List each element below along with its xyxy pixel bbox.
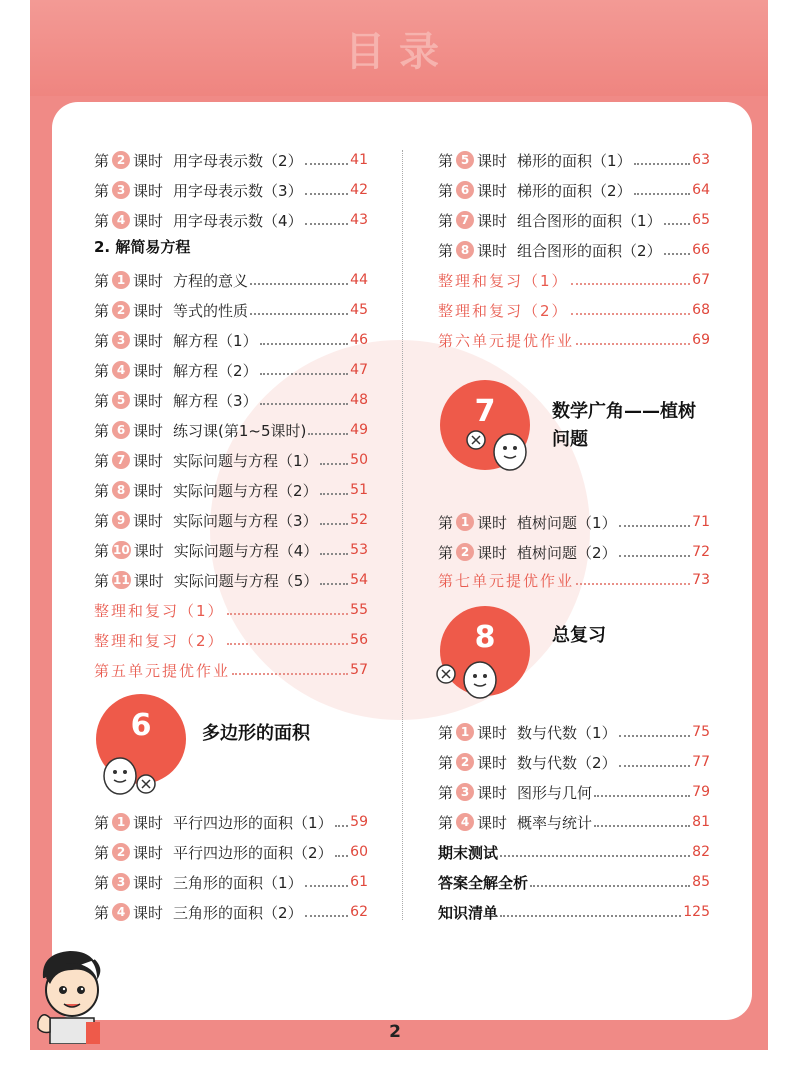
lesson-number-badge: 9 <box>112 511 130 529</box>
lesson-number-badge: 8 <box>456 241 474 259</box>
toc-page: 43 <box>350 212 368 228</box>
toc-entry[interactable]: 第 1 课时 植树问题（1） 71 <box>438 513 710 532</box>
toc-title: 第六单元提优作业 <box>438 331 575 350</box>
toc-title: 第七单元提优作业 <box>438 571 575 590</box>
toc-review-entry[interactable] <box>438 298 710 322</box>
toc-page: 63 <box>692 152 710 168</box>
lesson-number-badge: 7 <box>456 211 474 229</box>
toc-page: 47 <box>350 362 368 378</box>
toc-page: 81 <box>692 814 710 830</box>
unit-7-badge: 7 <box>440 380 530 470</box>
toc-title: 三角形的面积（1） <box>173 873 303 892</box>
lesson-number-badge: 5 <box>456 151 474 169</box>
toc-entry[interactable]: 第 4 课时 三角形的面积（2） 62 <box>94 903 368 922</box>
toc-title: 平行四边形的面积（1） <box>173 813 333 832</box>
page-title: 目录 <box>345 29 453 75</box>
toc-title: 整理和复习（1） <box>94 601 225 620</box>
lesson-number-badge: 2 <box>456 753 474 771</box>
toc-review-entry[interactable] <box>438 328 710 352</box>
toc-page: 77 <box>692 754 710 770</box>
toc-page: 64 <box>692 182 710 198</box>
toc-title: 解方程（1） <box>173 331 258 350</box>
toc-review-entry[interactable] <box>94 628 368 652</box>
toc-entry[interactable]: 第 3 课时 三角形的面积（1） 61 <box>94 873 368 892</box>
toc-page: 53 <box>350 542 368 558</box>
toc-page: 50 <box>350 452 368 468</box>
toc-entry[interactable]: 第 4 课时 概率与统计 81 <box>438 813 710 832</box>
lesson-number-badge: 8 <box>112 481 130 499</box>
toc-page: 73 <box>692 572 710 588</box>
unit-6-title: 多边形的面积 <box>202 723 310 744</box>
toc-title: 知识清单 <box>438 903 499 922</box>
toc-title: 实际问题与方程（1） <box>173 451 318 470</box>
dinosaur-mascot-icon <box>434 654 504 704</box>
lesson-number-badge: 11 <box>113 573 130 587</box>
lesson-number-badge: 3 <box>456 783 474 801</box>
toc-title: 整理和复习（2） <box>438 301 569 320</box>
toc-entry[interactable]: 第 3 课时 图形与几何 79 <box>438 783 710 802</box>
lesson-number-badge: 4 <box>112 903 130 921</box>
lesson-number-badge: 2 <box>112 151 130 169</box>
toc-entry[interactable]: 第 6 课时 梯形的面积（2） 64 <box>438 181 710 200</box>
column-divider <box>402 150 403 920</box>
toc-title: 等式的性质 <box>173 301 249 320</box>
toc-review-entry[interactable] <box>438 568 710 592</box>
toc-title: 组合图形的面积（2） <box>517 241 662 260</box>
toc-review-entry[interactable] <box>94 658 368 682</box>
toc-title: 整理和复习（1） <box>438 271 569 290</box>
lesson-number-badge: 3 <box>112 873 130 891</box>
lesson-number-badge: 3 <box>112 331 130 349</box>
toc-page: 45 <box>350 302 368 318</box>
toc-page: 55 <box>350 602 368 618</box>
toc-entry[interactable]: 第 6 课时 练习课(第1~5课时) 49 <box>94 421 368 440</box>
toc-page: 71 <box>692 514 710 530</box>
lesson-number-badge: 7 <box>112 451 130 469</box>
toc-entry[interactable]: 第 2 课时 平行四边形的面积（2） 60 <box>94 843 368 862</box>
toc-title: 图形与几何 <box>517 783 593 802</box>
toc-title: 用字母表示数（3） <box>173 181 303 200</box>
toc-page: 56 <box>350 632 368 648</box>
lesson-number-badge: 2 <box>112 301 130 319</box>
toc-title: 数与代数（1） <box>517 723 617 742</box>
toc-entry[interactable]: 第 3 课时 用字母表示数（3） 42 <box>94 181 368 200</box>
toc-title: 植树问题（1） <box>517 513 617 532</box>
toc-page: 65 <box>692 212 710 228</box>
toc-entry[interactable]: 第 4 课时 用字母表示数（4） 43 <box>94 211 368 230</box>
toc-title: 概率与统计 <box>517 813 593 832</box>
toc-title: 梯形的面积（1） <box>517 151 632 170</box>
section-heading: 2. 解简易方程 <box>94 238 191 256</box>
dinosaur-mascot-icon <box>462 426 538 476</box>
toc-page: 42 <box>350 182 368 198</box>
lesson-number-badge: 2 <box>112 843 130 861</box>
toc-page: 59 <box>350 814 368 830</box>
toc-entry[interactable]: 第 3 课时 解方程（1） 46 <box>94 331 368 350</box>
toc-page: 61 <box>350 874 368 890</box>
toc-page: 69 <box>692 332 710 348</box>
lesson-number-badge: 10 <box>113 543 130 557</box>
lesson-number-badge: 4 <box>456 813 474 831</box>
toc-entry[interactable]: 第 11 课时 实际问题与方程（5） 54 <box>94 571 368 590</box>
toc-page: 72 <box>692 544 710 560</box>
lesson-number-badge: 2 <box>456 543 474 561</box>
toc-entry[interactable]: 第 5 课时 梯形的面积（1） 63 <box>438 151 710 170</box>
toc-page: 54 <box>350 572 368 588</box>
toc-entry[interactable]: 第 1 课时 平行四边形的面积（1） 59 <box>94 813 368 832</box>
toc-title: 整理和复习（2） <box>94 631 225 650</box>
toc-page: 51 <box>350 482 368 498</box>
toc-entry[interactable]: 第 7 课时 实际问题与方程（1） 50 <box>94 451 368 470</box>
toc-page: 52 <box>350 512 368 528</box>
dinosaur-mascot-icon <box>98 748 158 798</box>
toc-page: 125 <box>683 904 710 920</box>
toc-review-entry[interactable] <box>438 268 710 292</box>
toc-page: 62 <box>350 904 368 920</box>
toc-entry[interactable]: 第 4 课时 解方程（2） 47 <box>94 361 368 380</box>
toc-page: 48 <box>350 392 368 408</box>
lesson-number-badge: 6 <box>456 181 474 199</box>
toc-entry[interactable]: 第 9 课时 实际问题与方程（3） 52 <box>94 511 368 530</box>
lesson-number-badge: 5 <box>112 391 130 409</box>
toc-entry[interactable]: 第 8 课时 实际问题与方程（2） 51 <box>94 481 368 500</box>
toc-entry[interactable]: 第 2 课时 数与代数（2） 77 <box>438 753 710 772</box>
toc-review-entry[interactable] <box>94 598 368 622</box>
unit-6-badge: 6 <box>96 694 186 784</box>
toc-extra-entry[interactable] <box>438 840 710 864</box>
toc-entry[interactable]: 第 7 课时 组合图形的面积（1） 65 <box>438 211 710 230</box>
toc-page: 75 <box>692 724 710 740</box>
toc-page: 57 <box>350 662 368 678</box>
toc-entry[interactable]: 第 2 课时 植树问题（2） 72 <box>438 543 710 562</box>
toc-entry[interactable]: 第 2 课时 等式的性质 45 <box>94 301 368 320</box>
toc-title: 实际问题与方程（3） <box>173 511 318 530</box>
lesson-number-badge: 6 <box>112 421 130 439</box>
page-number: 2 <box>389 1022 401 1042</box>
toc-title: 组合图形的面积（1） <box>517 211 662 230</box>
toc-entry[interactable]: 第 10 课时 实际问题与方程（4） 53 <box>94 541 368 560</box>
toc-page: 85 <box>692 874 710 890</box>
toc-title: 实际问题与方程（4） <box>173 541 319 560</box>
toc-title: 实际问题与方程（2） <box>173 481 318 500</box>
toc-page: 49 <box>350 422 368 438</box>
toc-title: 答案全解全析 <box>438 873 529 892</box>
toc-title: 平行四边形的面积（2） <box>173 843 333 862</box>
toc-page: 60 <box>350 844 368 860</box>
toc-extra-entry[interactable] <box>438 900 710 924</box>
lesson-number-badge: 4 <box>112 211 130 229</box>
toc-title: 练习课(第1~5课时) <box>173 421 307 440</box>
lesson-number-badge: 1 <box>456 723 474 741</box>
unit-8-title: 总复习 <box>552 625 606 646</box>
lesson-number-badge: 1 <box>112 813 130 831</box>
toc-title: 用字母表示数（2） <box>173 151 303 170</box>
toc-entry[interactable]: 第 2 课时 用字母表示数（2） 41 <box>94 151 368 170</box>
toc-title: 三角形的面积（2） <box>173 903 303 922</box>
toc-entry[interactable]: 第 1 课时 数与代数（1） 75 <box>438 723 710 742</box>
unit-7-title: 数学广角——植树 问题 <box>552 401 696 450</box>
toc-entry[interactable]: 第 8 课时 组合图形的面积（2） 66 <box>438 241 710 260</box>
toc-title: 第五单元提优作业 <box>94 661 231 680</box>
toc-title: 期末测试 <box>438 843 499 862</box>
toc-title: 植树问题（2） <box>517 543 617 562</box>
toc-page: 68 <box>692 302 710 318</box>
toc-title: 方程的意义 <box>173 271 249 290</box>
lesson-number-badge: 1 <box>112 271 130 289</box>
toc-title: 数与代数（2） <box>517 753 617 772</box>
toc-title: 解方程（3） <box>173 391 258 410</box>
toc-page: 44 <box>350 272 368 288</box>
toc-extra-entry[interactable] <box>438 870 710 894</box>
lesson-number-badge: 1 <box>456 513 474 531</box>
toc-title: 梯形的面积（2） <box>517 181 632 200</box>
toc-page: 67 <box>692 272 710 288</box>
toc-page: 46 <box>350 332 368 348</box>
toc-entry[interactable]: 第 1 课时 方程的意义 44 <box>94 271 368 290</box>
toc-page: 79 <box>692 784 710 800</box>
toc-title: 实际问题与方程（5） <box>173 571 319 590</box>
toc-page: 66 <box>692 242 710 258</box>
lesson-number-badge: 3 <box>112 181 130 199</box>
lesson-number-badge: 4 <box>112 361 130 379</box>
toc-page: 82 <box>692 844 710 860</box>
toc-title: 用字母表示数（4） <box>173 211 303 230</box>
toc-entry[interactable]: 第 5 课时 解方程（3） 48 <box>94 391 368 410</box>
toc-page: 41 <box>350 152 368 168</box>
toc-title: 解方程（2） <box>173 361 258 380</box>
unit-8-badge: 8 <box>440 606 530 696</box>
